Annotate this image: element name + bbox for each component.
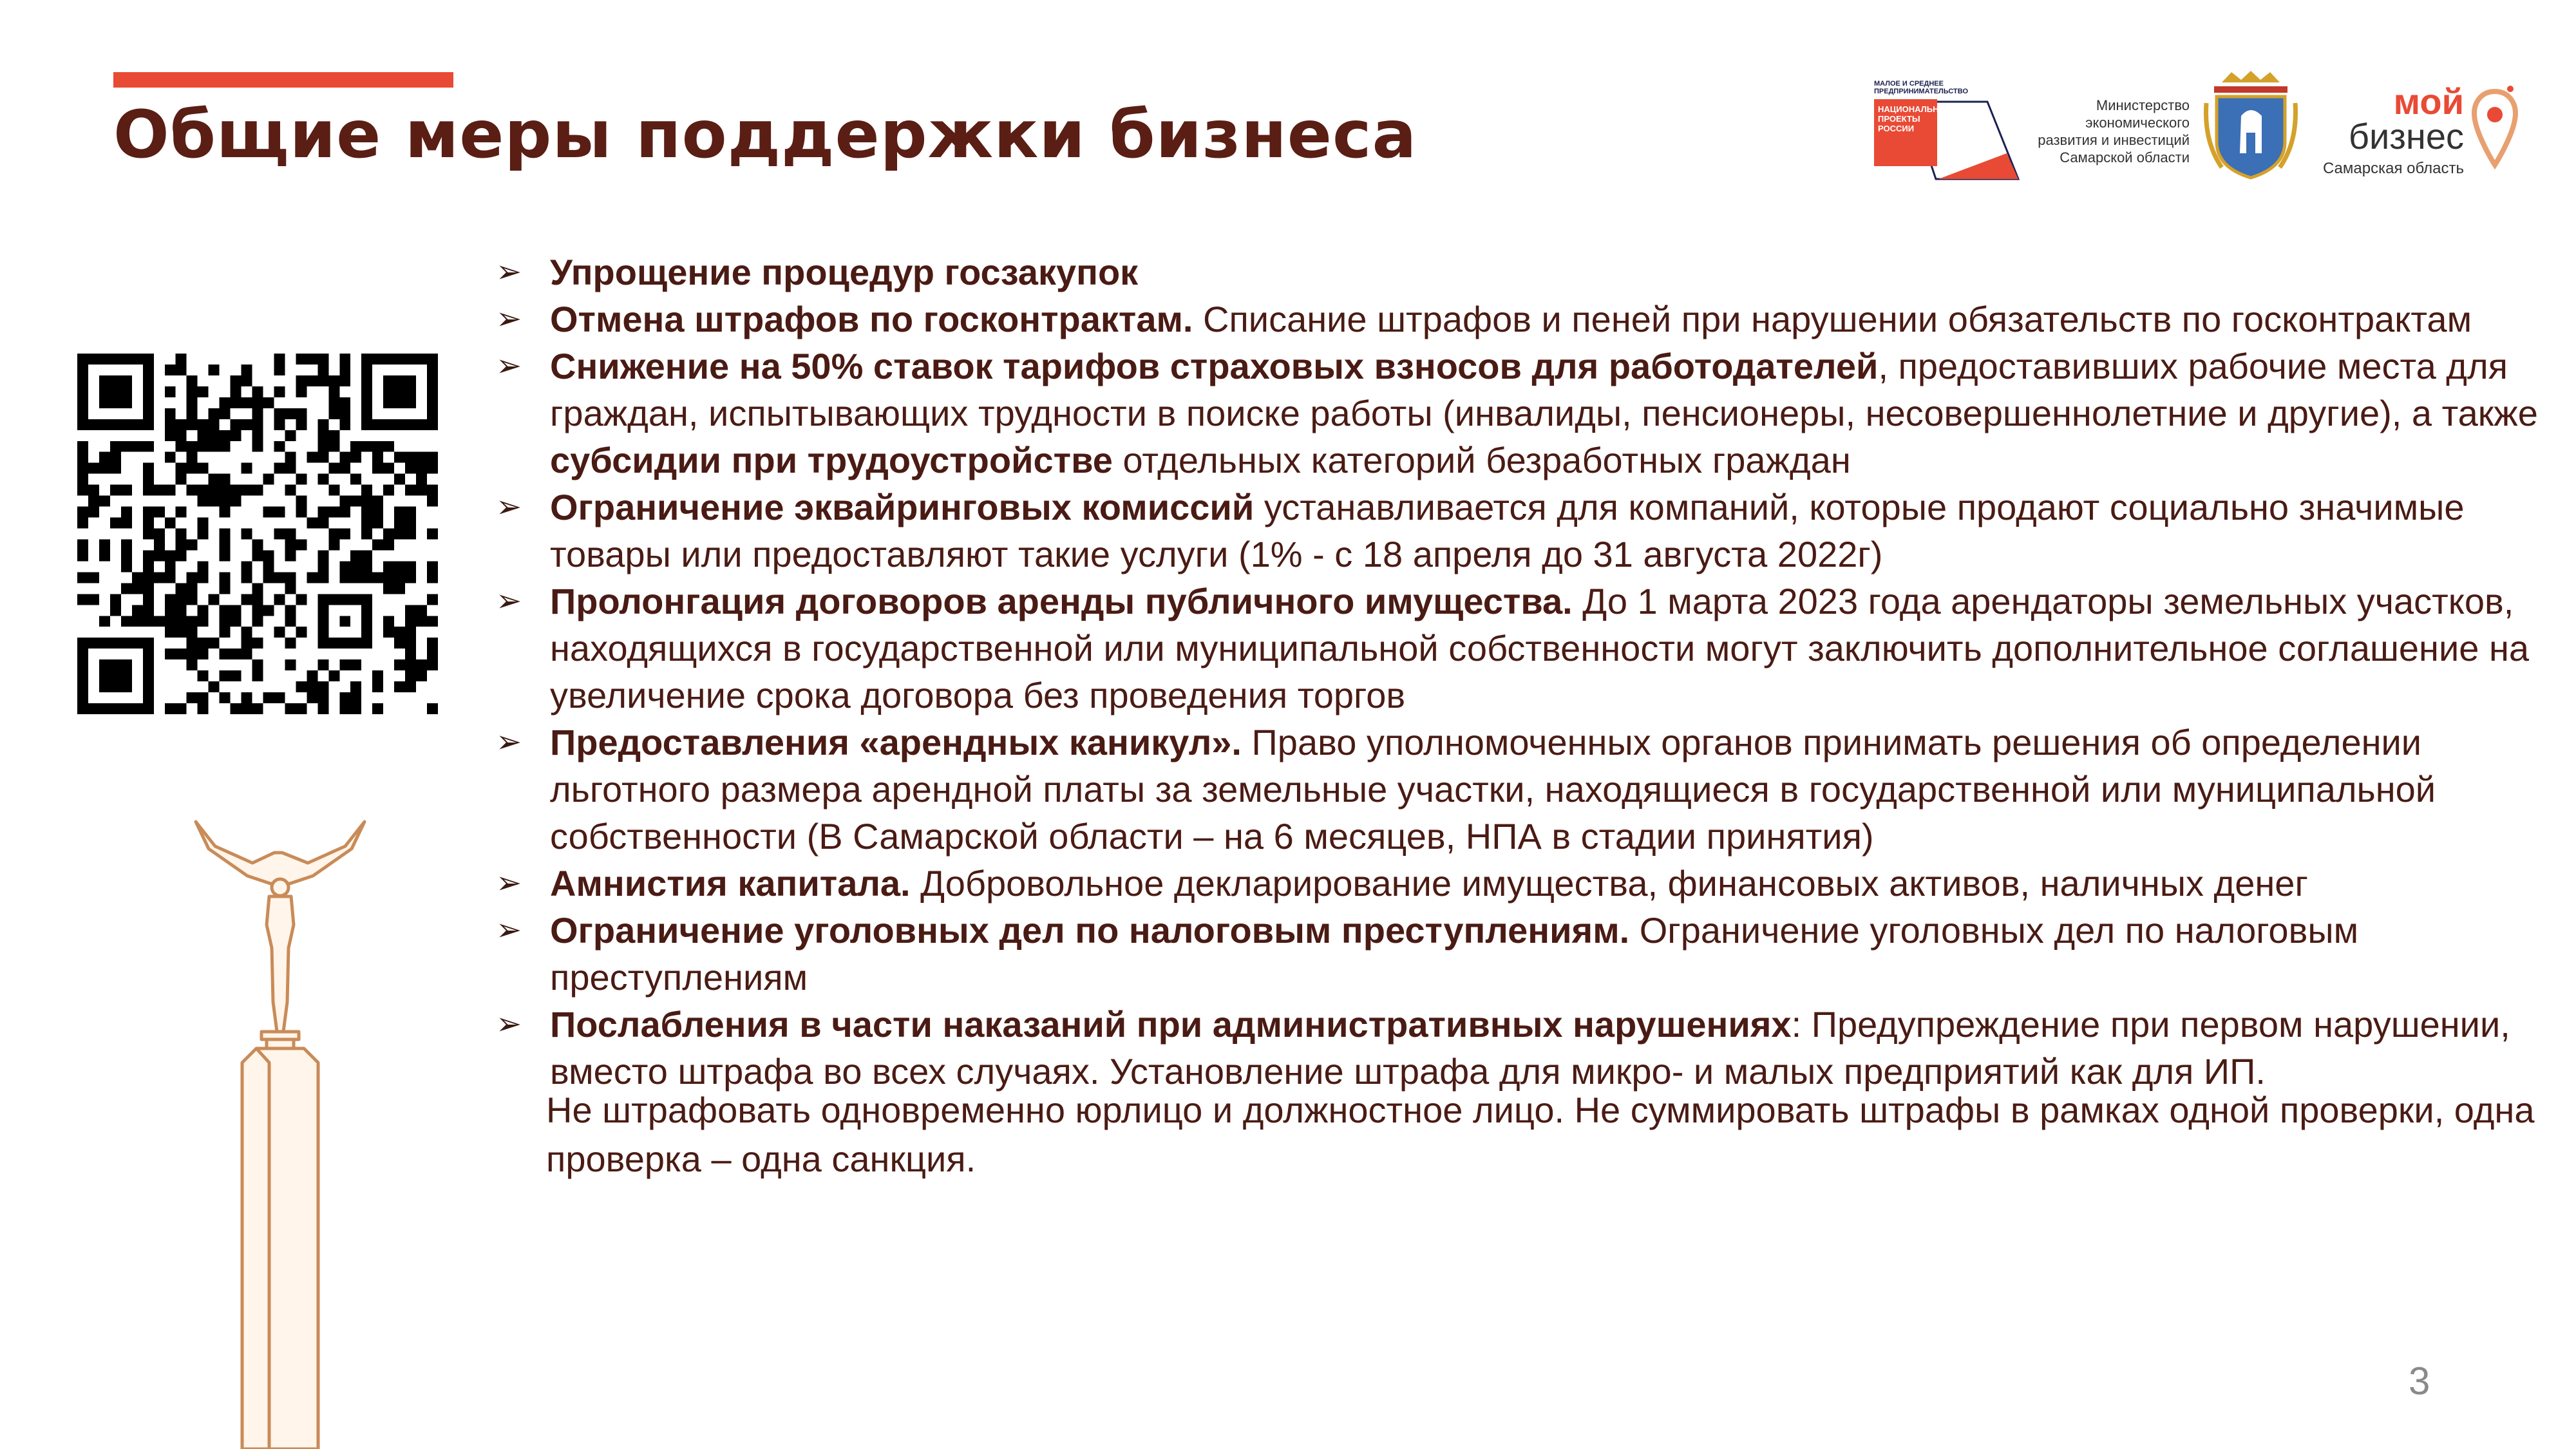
location-pin-icon bbox=[2472, 85, 2518, 175]
ministry-line: экономического bbox=[2085, 115, 2190, 131]
arrow-bullet-icon: ➢ bbox=[496, 490, 522, 524]
moi-biznes-sub: Самарская область bbox=[2322, 160, 2464, 177]
moi-biznes-word2: бизнес bbox=[2348, 116, 2464, 156]
list-item bbox=[496, 1001, 2570, 1095]
bullet-text: Списание штрафов и пеней при нарушении обязательств по госконтрактам bbox=[1193, 299, 2472, 339]
bullet-text: , предоставивших рабочие места для граждан, испытывающих трудности в поиске работы (инвалиды, пенсионеры, несовершеннолетние и другие), а также bbox=[550, 346, 2538, 433]
bullet-text: Ограничение уголовных дел по налоговым преступлениям bbox=[550, 910, 2359, 998]
samara-coat-of-arms-icon bbox=[2202, 71, 2299, 180]
ministry-line: развития и инвестиций bbox=[2038, 132, 2190, 148]
bullet-heading: Пролонгация договоров аренды публичного имущества. bbox=[550, 581, 1573, 621]
list-item bbox=[496, 907, 2570, 1001]
arrow-bullet-icon: ➢ bbox=[496, 866, 522, 900]
page-number: 3 bbox=[2409, 1359, 2430, 1403]
bullet-text: До 1 марта 2023 года арендаторы земельных участков, находящихся в государственной или муниципальной собственности могут заключить дополнительное соглашение на увеличение срока договора без проведения торгов bbox=[550, 581, 2530, 715]
arrow-bullet-icon: ➢ bbox=[496, 584, 522, 618]
list-item bbox=[496, 249, 2570, 296]
bullet-text: устанавливается для компаний, которые продают социально значимые товары или предоставляют такие услуги (1% - с 18 апреля до 31 августа 2022г) bbox=[550, 487, 2465, 574]
bullet-text: Добровольное декларирование имущества, финансовых активов, наличных денег bbox=[910, 863, 2308, 904]
list-item bbox=[496, 578, 2570, 719]
ministry-logo-text bbox=[2035, 97, 2190, 166]
list-item bbox=[496, 719, 2570, 860]
arrow-bullet-icon: ➢ bbox=[496, 349, 522, 383]
bullet-text: отдельных категорий безработных граждан bbox=[1112, 440, 1851, 480]
qr-code bbox=[77, 353, 438, 715]
national-projects-small-text: МАЛОЕ И СРЕДНЕЕ ПРЕДПРИНИМАТЕЛЬСТВО bbox=[1874, 80, 1968, 95]
national-projects-red-text: НАЦИОНАЛЬНЫЕ ПРОЕКТЫ РОССИИ bbox=[1874, 99, 1937, 166]
list-item bbox=[496, 860, 2570, 907]
bullet-heading: Отмена штрафов по госконтрактам. bbox=[550, 299, 1193, 339]
list-item bbox=[496, 484, 2570, 578]
last-bullet-continuation: Не штрафовать одновременно юрлицо и должностное лицо. Не суммировать штрафы в рамках одной проверки, одна проверка – одна санкция. bbox=[546, 1090, 2535, 1179]
ministry-line: Министерство bbox=[2096, 97, 2190, 113]
support-measures-list bbox=[496, 249, 2570, 1095]
ministry-line: Самарской области bbox=[2060, 149, 2190, 166]
list-item bbox=[496, 296, 2570, 343]
arrow-bullet-icon: ➢ bbox=[496, 255, 522, 289]
national-projects-logo bbox=[1871, 76, 2017, 184]
slide-title: Общие меры поддержки бизнеса bbox=[113, 97, 1417, 173]
bullet-heading: Предоставления «арендных каникул». bbox=[550, 722, 1242, 762]
glory-monument-illustration bbox=[193, 815, 367, 1449]
bullet-heading-inline: субсидии при трудоустройстве bbox=[550, 440, 1113, 480]
bullet-heading: Послабления в части наказаний при административных нарушениях bbox=[550, 1004, 1792, 1045]
bullet-heading: Снижение на 50% ставок тарифов страховых взносов для работодателей bbox=[550, 346, 1879, 386]
bullet-heading: Ограничение уголовных дел по налоговым преступлениям. bbox=[550, 910, 1630, 951]
moi-biznes-word1: мой bbox=[2393, 81, 2464, 122]
arrow-bullet-icon: ➢ bbox=[496, 302, 522, 336]
list-item bbox=[496, 343, 2570, 484]
bullet-heading: Упрощение процедур госзакупок bbox=[550, 252, 1139, 292]
bullet-text: Право уполномоченных органов принимать решения об определении льготного размера арендной платы за земельные участки, находящиеся в государственной или муниципальной собственности (В Самарской области – на 6 месяцев, НПА в стадии принятия) bbox=[550, 722, 2436, 857]
title-accent-bar bbox=[113, 72, 453, 88]
arrow-bullet-icon: ➢ bbox=[496, 1007, 522, 1041]
arrow-bullet-icon: ➢ bbox=[496, 725, 522, 759]
bullet-heading: Ограничение эквайринговых комиссий bbox=[550, 487, 1255, 527]
moi-biznes-logo bbox=[2322, 76, 2544, 192]
bullet-heading: Амнистия капитала. bbox=[550, 863, 911, 904]
arrow-bullet-icon: ➢ bbox=[496, 913, 522, 947]
bullet-text: : Предупреждение при первом нарушении, вместо штрафа во всех случаях. Установление штрафа для микро- и малых предприятий как для ИП. bbox=[550, 1004, 2510, 1092]
